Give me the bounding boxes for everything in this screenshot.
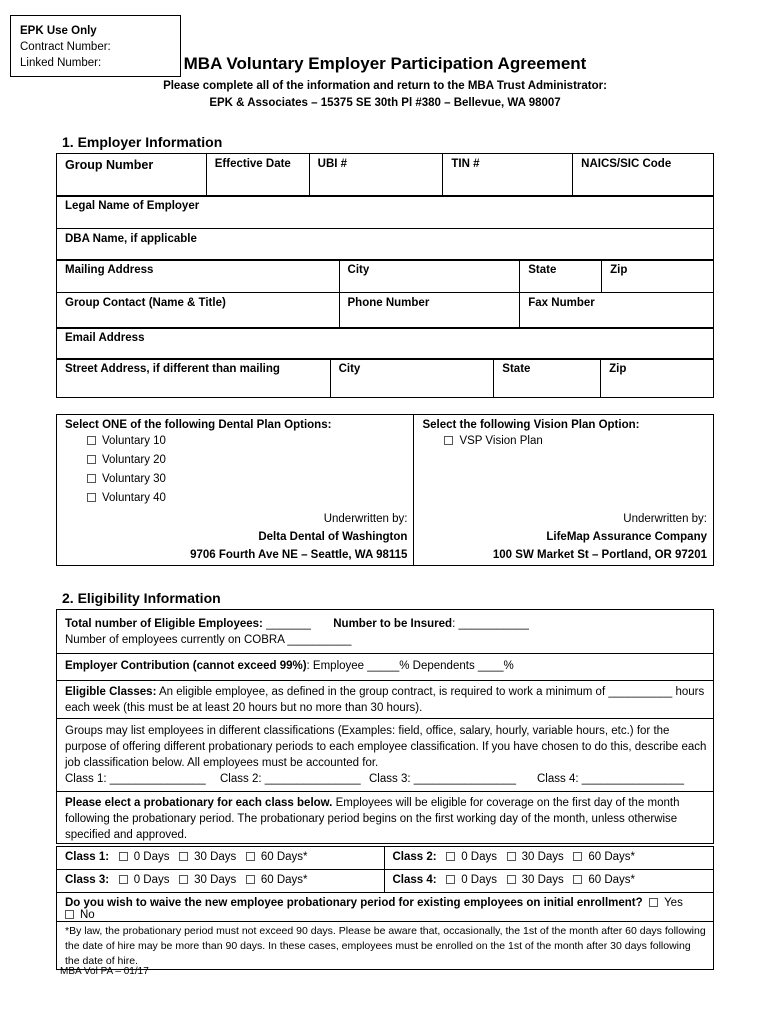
form-version-footer: MBA Vol PA – 01/17 [60,966,149,977]
street-table [56,358,714,398]
effective-date-field[interactable]: Effective Date [206,154,309,197]
class1-input[interactable]: Class 1: _______________ [65,773,206,785]
checkbox-icon[interactable] [119,875,128,884]
state2-field[interactable]: State [494,359,601,398]
employer-info-table [56,153,714,197]
waive-table [56,892,714,970]
form-title: MBA Voluntary Employer Participation Agreement [183,54,587,73]
fax-field[interactable]: Fax Number [520,293,714,329]
eligibility-table [56,609,714,844]
administrator-address: EPK & Associates – 15375 SE 30th Pl #380 – Bellevue, WA 98007 [209,97,561,109]
group-number-field[interactable]: Group Number [57,154,207,197]
zip2-field[interactable]: Zip [601,359,714,398]
probation-cell: Please elect a probationary for each class below. Employees will be eligible for coverage on the first day of the month following the probationary period. The probationary period begins on the first working day of the month, unless otherwise specified and approved. [57,792,714,844]
state-field[interactable]: State [520,260,602,293]
checkbox-icon[interactable] [246,875,255,884]
checkbox-icon[interactable] [649,898,658,907]
dental-options [87,432,407,508]
linked-number-label: Linked Number: [20,57,102,69]
dental-underwriter: Underwritten by: Delta Dental of Washington 9706 Fourth Ave NE – Seattle, WA 98115 [190,513,408,561]
waive-question-cell: Do you wish to waive the new employee probationary period for existing employees on initial enrollment? Yes No [57,893,714,922]
dba-field[interactable]: DBA Name, if applicable [57,229,714,261]
class3-input[interactable]: Class 3: ________________ [369,773,517,785]
group-contact-field[interactable]: Group Contact (Name & Title) [57,293,340,329]
email-table [56,327,714,360]
contract-number-label: Contract Number: [20,41,111,53]
vision-options [444,432,707,451]
naics-field[interactable]: NAICS/SIC Code [573,154,714,197]
number-insured-input[interactable]: : ___________ [452,618,529,630]
checkbox-icon[interactable] [87,493,96,502]
checkbox-icon[interactable] [179,852,188,861]
phone-field[interactable]: Phone Number [339,293,520,329]
tin-field[interactable]: TIN # [443,154,573,197]
class4-probation: Class 4: 0 Days 30 Days 60 Days* [384,870,714,893]
eligible-employees-cell: Total number of Eligible Employees: _______ Number to be Insured: ___________ Number of employees currently on COBRA __________ [57,610,714,654]
eligible-classes-cell[interactable]: Eligible Classes: An eligible employee, as defined in the group contract, is required to work a minimum of __________ hours each week (this must be at least 20 hours but no more than 30 hours). [57,681,714,719]
checkbox-icon[interactable] [87,455,96,464]
city2-field[interactable]: City [330,359,494,398]
checkbox-icon[interactable] [87,474,96,483]
checkbox-icon[interactable] [65,910,74,919]
ubi-field[interactable]: UBI # [309,154,443,197]
employer-contribution-cell[interactable]: Employer Contribution (cannot exceed 99%): Employee _____% Dependents ____% [57,654,714,681]
vision-option[interactable]: VSP Vision Plan [444,432,707,451]
dental-plan-cell [57,415,414,566]
checkbox-icon[interactable] [573,875,582,884]
vision-heading: Select the following Vision Plan Option: [422,419,640,431]
dental-option[interactable]: Voluntary 40 [87,489,407,508]
checkbox-icon[interactable] [246,852,255,861]
checkbox-icon[interactable] [507,875,516,884]
class3-probation: Class 3: 0 Days 30 Days 60 Days* [57,870,385,893]
checkbox-icon[interactable] [573,852,582,861]
zip-field[interactable]: Zip [602,260,714,293]
section-1-heading: 1. Employer Information [62,134,223,150]
dental-option[interactable]: Voluntary 30 [87,470,407,489]
class1-probation: Class 1: 0 Days 30 Days 60 Days* [57,847,385,870]
vision-plan-cell [414,415,714,566]
section-2-heading: 2. Eligibility Information [62,590,221,606]
employer-info-table-2 [56,195,714,261]
checkbox-icon[interactable] [119,852,128,861]
mailing-address-field[interactable]: Mailing Address [57,260,340,293]
email-field[interactable]: Email Address [57,328,714,360]
law-note: *By law, the probationary period must not exceed 90 days. Please be aware that, occasionally, the 1st of the month after 60 days following the date of hire may be more than 90 days. In these cases, employees must be enrolled on the 1st of the month after 30 days following the date of hire. [57,922,714,970]
checkbox-icon[interactable] [507,852,516,861]
dental-heading: Select ONE of the following Dental Plan Options: [65,419,332,431]
checkbox-icon[interactable] [179,875,188,884]
probation-class-table [56,846,714,893]
street-address-field[interactable]: Street Address, if different than mailing [57,359,331,398]
checkbox-icon[interactable] [446,875,455,884]
class2-probation: Class 2: 0 Days 30 Days 60 Days* [384,847,714,870]
checkbox-icon[interactable] [444,436,453,445]
classification-cell: Groups may list employees in different classifications (Examples: field, office, salary, hourly, variable hours, etc.) for the purpose of offering different probationary periods to each employee classification. If you have chosen to do this, describe each job classification below. All employees must be accounted for. Class 1: _______________ Class 2: _______________ Class 3: ________________ Class 4: ________________ [57,719,714,792]
class2-input[interactable]: Class 2: _______________ [220,773,361,785]
vision-underwriter: Underwritten by: LifeMap Assurance Company 100 SW Market St – Portland, OR 97201 [492,513,707,561]
mailing-table [56,259,714,329]
class4-input[interactable]: Class 4: ________________ [537,773,685,785]
dental-option[interactable]: Voluntary 20 [87,451,407,470]
city-field[interactable]: City [339,260,520,293]
return-instruction: Please complete all of the information and return to the MBA Trust Administrator: [163,80,607,92]
plan-options-table [56,414,714,566]
dental-option[interactable]: Voluntary 10 [87,432,407,451]
epk-title: EPK Use Only [20,25,97,37]
checkbox-icon[interactable] [446,852,455,861]
legal-name-field[interactable]: Legal Name of Employer [57,196,714,229]
checkbox-icon[interactable] [87,436,96,445]
total-eligible-input[interactable]: _______ [266,618,311,630]
cobra-line[interactable]: Number of employees currently on COBRA __________ [65,634,352,646]
